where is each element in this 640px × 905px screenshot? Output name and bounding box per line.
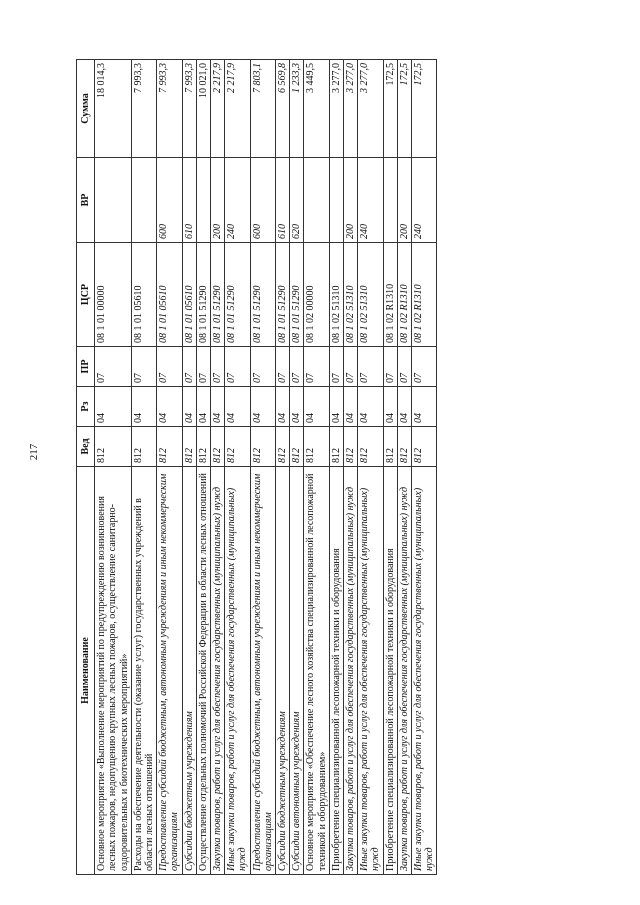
cell-ved: 812: [131, 427, 156, 467]
cell-ved: 812: [412, 427, 437, 467]
cell-pr: 07: [344, 347, 358, 387]
table-row: [225, 60, 250, 875]
cell-ved: 812: [196, 427, 210, 467]
cell-rz: 04: [182, 387, 196, 427]
cell-pr: 07: [412, 347, 437, 387]
cell-name: Основное мероприятие «Выполнение мероприятий по предупреждению возникновения лесных пожаров, недопущению крупных лесных пожаров, осуществление санитарно-оздоровительных и биотехнических мероприятий»: [95, 467, 132, 875]
cell-sum: 7 993,3: [157, 60, 182, 158]
cell-csr: 08 1 01 51290: [290, 243, 304, 347]
cell-vr: 240: [225, 158, 250, 243]
cell-vr: [329, 158, 343, 243]
cell-rz: 04: [211, 387, 225, 427]
cell-pr: 07: [131, 347, 156, 387]
cell-vr: [383, 158, 397, 243]
cell-ved: 812: [276, 427, 290, 467]
cell-pr: 07: [225, 347, 250, 387]
cell-pr: 07: [157, 347, 182, 387]
cell-vr: 200: [211, 158, 225, 243]
cell-ved: 812: [95, 427, 132, 467]
cell-name: Субсидии автономным учреждениям: [290, 467, 304, 875]
table-row: [196, 60, 210, 875]
cell-ved: 812: [304, 427, 329, 467]
cell-rz: 04: [225, 387, 250, 427]
cell-rz: 04: [397, 387, 411, 427]
cell-vr: 620: [290, 158, 304, 243]
cell-name: Иные закупки товаров, работ и услуг для обеспечения государственных (муниципальных) нужд: [412, 467, 437, 875]
cell-pr: 07: [276, 347, 290, 387]
table-row: [304, 60, 329, 875]
header-row: [77, 60, 95, 875]
cell-rz: 04: [157, 387, 182, 427]
cell-csr: 08 1 02 51310: [344, 243, 358, 347]
cell-pr: 07: [196, 347, 210, 387]
table-row: [182, 60, 196, 875]
cell-pr: 07: [95, 347, 132, 387]
cell-csr: 08 1 01 51290: [211, 243, 225, 347]
cell-sum: 3 277,0: [358, 60, 383, 158]
cell-pr: 07: [383, 347, 397, 387]
cell-csr: 08 1 02 00000: [304, 243, 329, 347]
table-row: [383, 60, 397, 875]
table-row: [358, 60, 383, 875]
cell-name: Иные закупки товаров, работ и услуг для обеспечения государственных (муниципальных) нужд: [358, 467, 383, 875]
cell-csr: 08 1 01 05610: [157, 243, 182, 347]
cell-csr: 08 1 01 51290: [225, 243, 250, 347]
cell-csr: 08 1 01 05610: [182, 243, 196, 347]
cell-pr: 07: [329, 347, 343, 387]
cell-name: Закупка товаров, работ и услуг для обеспечения государственных (муниципальных) нужд: [344, 467, 358, 875]
cell-pr: 07: [290, 347, 304, 387]
cell-pr: 07: [250, 347, 275, 387]
header-name: Наименование: [77, 467, 95, 875]
cell-name: Приобретение специализированной лесопожарной техники и оборудования: [329, 467, 343, 875]
cell-csr: 08 1 02 R1310: [383, 243, 397, 347]
cell-sum: 7 803,1: [250, 60, 275, 158]
cell-vr: 200: [344, 158, 358, 243]
cell-sum: 2 217,9: [211, 60, 225, 158]
cell-sum: 172,5: [383, 60, 397, 158]
cell-rz: 04: [276, 387, 290, 427]
cell-vr: [304, 158, 329, 243]
cell-rz: 04: [95, 387, 132, 427]
table-row: [211, 60, 225, 875]
table-row: [412, 60, 437, 875]
cell-csr: 08 1 01 51290: [276, 243, 290, 347]
cell-ved: 812: [329, 427, 343, 467]
table-row: [344, 60, 358, 875]
cell-rz: 04: [358, 387, 383, 427]
cell-csr: 08 1 01 05610: [131, 243, 156, 347]
cell-ved: 812: [157, 427, 182, 467]
header-rz: Рз: [77, 387, 95, 427]
cell-rz: 04: [131, 387, 156, 427]
cell-ved: 812: [344, 427, 358, 467]
table-row: [95, 60, 132, 875]
cell-ved: 812: [250, 427, 275, 467]
table-row: [397, 60, 411, 875]
cell-sum: 3 277,0: [344, 60, 358, 158]
table-row: [329, 60, 343, 875]
cell-name: Расходы на обеспечение деятельности (оказание услуг) государственных учреждений в области лесных отношений: [131, 467, 156, 875]
cell-rz: 04: [383, 387, 397, 427]
cell-csr: 08 1 02 51310: [329, 243, 343, 347]
cell-rz: 04: [250, 387, 275, 427]
table-header: [77, 60, 95, 875]
cell-vr: 610: [182, 158, 196, 243]
cell-name: Предоставление субсидий бюджетным, автономным учреждениям и иным некоммерческим организациям: [250, 467, 275, 875]
header-pr: ПР: [77, 347, 95, 387]
cell-ved: 812: [290, 427, 304, 467]
cell-ved: 812: [358, 427, 383, 467]
cell-pr: 07: [182, 347, 196, 387]
cell-name: Осуществление отдельных полномочий Российской Федерации в области лесных отношений: [196, 467, 210, 875]
cell-csr: 08 1 02 R1310: [397, 243, 411, 347]
cell-vr: 240: [412, 158, 437, 243]
cell-sum: 3 449,5: [304, 60, 329, 158]
cell-sum: 2 217,9: [225, 60, 250, 158]
cell-sum: 18 014,3: [95, 60, 132, 158]
table-row: [250, 60, 275, 875]
cell-rz: 04: [304, 387, 329, 427]
page-number: 217: [28, 443, 40, 461]
cell-ved: 812: [182, 427, 196, 467]
cell-sum: 1 233,3: [290, 60, 304, 158]
cell-sum: 6 569,8: [276, 60, 290, 158]
budget-table: [76, 59, 437, 875]
cell-rz: 04: [344, 387, 358, 427]
cell-name: Субсидии бюджетным учреждениям: [182, 467, 196, 875]
cell-pr: 07: [358, 347, 383, 387]
cell-vr: 600: [250, 158, 275, 243]
cell-vr: [196, 158, 210, 243]
header-csr: ЦСР: [77, 243, 95, 347]
cell-pr: 07: [304, 347, 329, 387]
cell-ved: 812: [211, 427, 225, 467]
header-ved: Вед: [77, 427, 95, 467]
cell-vr: 600: [157, 158, 182, 243]
table-row: [276, 60, 290, 875]
budget-table-container: [76, 60, 556, 875]
table-row: [157, 60, 182, 875]
cell-rz: 04: [290, 387, 304, 427]
header-vr: ВР: [77, 158, 95, 243]
cell-name: Закупка товаров, работ и услуг для обеспечения государственных (муниципальных) нужд: [211, 467, 225, 875]
cell-sum: 172,5: [397, 60, 411, 158]
table-row: [131, 60, 156, 875]
cell-name: Субсидии бюджетным учреждениям: [276, 467, 290, 875]
cell-ved: 812: [383, 427, 397, 467]
cell-rz: 04: [412, 387, 437, 427]
cell-vr: 240: [358, 158, 383, 243]
cell-ved: 812: [225, 427, 250, 467]
cell-ved: 812: [397, 427, 411, 467]
cell-vr: [131, 158, 156, 243]
cell-csr: 08 1 02 51310: [358, 243, 383, 347]
cell-csr: 08 1 01 51290: [250, 243, 275, 347]
cell-rz: 04: [196, 387, 210, 427]
cell-rz: 04: [329, 387, 343, 427]
cell-name: Предоставление субсидий бюджетным, автономным учреждениям и иным некоммерческим организациям: [157, 467, 182, 875]
cell-sum: 172,5: [412, 60, 437, 158]
cell-sum: 7 993,3: [131, 60, 156, 158]
cell-pr: 07: [211, 347, 225, 387]
cell-sum: 3 277,0: [329, 60, 343, 158]
cell-name: Закупка товаров, работ и услуг для обеспечения государственных (муниципальных) нужд: [397, 467, 411, 875]
table-row: [290, 60, 304, 875]
header-sum: Сумма: [77, 60, 95, 158]
cell-pr: 07: [397, 347, 411, 387]
cell-sum: 7 993,3: [182, 60, 196, 158]
cell-vr: 610: [276, 158, 290, 243]
cell-vr: [95, 158, 132, 243]
cell-csr: 08 1 01 51290: [196, 243, 210, 347]
cell-sum: 10 021,0: [196, 60, 210, 158]
cell-name: Иные закупки товаров, работ и услуг для обеспечения государственных (муниципальных) нужд: [225, 467, 250, 875]
cell-name: Приобретение специализированной лесопожарной техники и оборудования: [383, 467, 397, 875]
cell-csr: 08 1 01 00000: [95, 243, 132, 347]
cell-csr: 08 1 02 R1310: [412, 243, 437, 347]
cell-vr: 200: [397, 158, 411, 243]
cell-name: Основное мероприятие «Обеспечение лесного хозяйства специализированной лесопожарной техникой и оборудованием»: [304, 467, 329, 875]
table-body: [95, 60, 437, 875]
